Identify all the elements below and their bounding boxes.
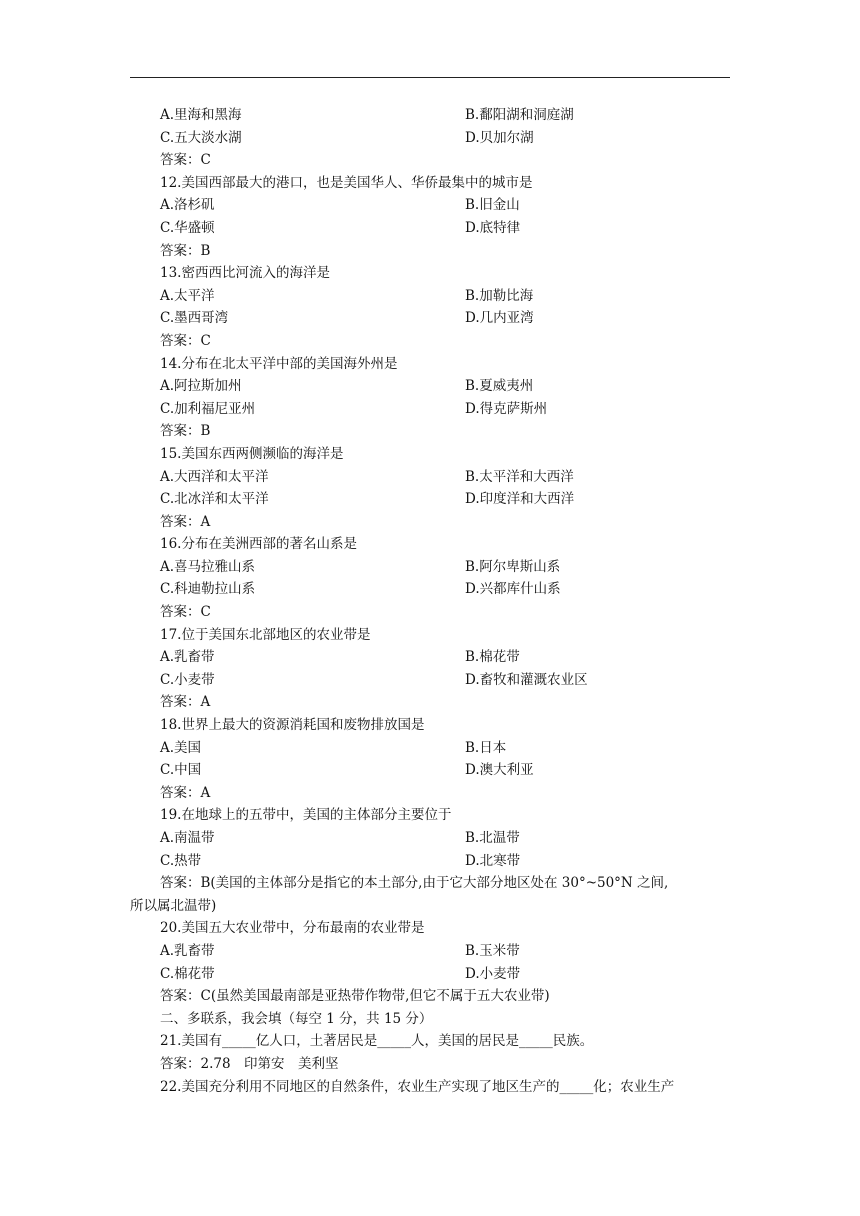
header-rule [130, 77, 730, 78]
option-left: A.乳畜带 [160, 942, 215, 959]
option-left: A.乳畜带 [160, 649, 215, 666]
option-left: A.太平洋 [160, 287, 215, 304]
option-left: A.阿拉斯加州 [160, 378, 242, 395]
option-left: A.喜马拉雅山系 [160, 558, 256, 575]
text-line: 答案：C [160, 152, 211, 169]
text-line: 答案：C(虽然美国最南部是亚热带作物带,但它不属于五大农业带) [160, 988, 550, 1005]
option-right: D.底特律 [465, 219, 521, 236]
option-row [160, 827, 732, 850]
text-line: 答案：C [160, 332, 211, 349]
option-left: C.热带 [160, 852, 202, 869]
text-line: 14.分布在北太平洋中部的美国海外州是 [160, 355, 398, 372]
option-right: D.印度洋和大西洋 [465, 491, 575, 508]
text-line: 答案：A [160, 694, 211, 711]
option-right: D.北寒带 [465, 852, 521, 869]
option-left: A.里海和黑海 [160, 107, 242, 123]
option-row [160, 307, 732, 330]
option-left: C.北冰洋和太平洋 [160, 491, 269, 508]
option-right: B.阿尔卑斯山系 [465, 558, 561, 575]
text-line: 16.分布在美洲西部的著名山系是 [160, 536, 357, 553]
text-line: 答案：2.78 印第安 美利坚 [160, 1055, 339, 1072]
option-row [160, 940, 732, 963]
option-left: C.墨西哥湾 [160, 310, 229, 327]
option-left: A.美国 [160, 739, 202, 756]
text-line: 答案：B [160, 423, 211, 440]
option-row [160, 759, 732, 782]
option-left: C.小麦带 [160, 671, 215, 688]
text-line: 12.美国西部最大的港口，也是美国华人、华侨最集中的城市是 [160, 174, 533, 191]
text-line: 19.在地球上的五带中，美国的主体部分主要位于 [160, 807, 452, 824]
option-right: D.几内亚湾 [465, 310, 534, 327]
option-right: B.太平洋和大西洋 [465, 468, 574, 485]
option-row [160, 127, 732, 150]
option-right: D.畜牧和灌溉农业区 [465, 671, 588, 688]
text-line: 答案：C [160, 604, 211, 621]
text-line: 17.位于美国东北部地区的农业带是 [160, 626, 371, 643]
option-right: B.旧金山 [465, 197, 520, 214]
option-right: D.得克萨斯州 [465, 400, 548, 417]
option-left: A.南温带 [160, 830, 215, 846]
option-left: A.洛杉矶 [160, 197, 215, 214]
option-row [160, 669, 732, 692]
text-line: 21.美国有_____亿人口，土著居民是_____人，美国的居民是_____民族。 [160, 1033, 594, 1050]
option-left: C.棉花带 [160, 965, 215, 982]
option-row [160, 963, 732, 986]
text-line: 20.美国五大农业带中，分布最南的农业带是 [160, 920, 425, 937]
option-left: C.五大淡水湖 [160, 129, 242, 146]
text-line: 15.美国东西两侧濒临的海洋是 [160, 445, 344, 462]
option-right: B.北温带 [465, 830, 520, 846]
option-left: A.大西洋和太平洋 [160, 468, 269, 485]
option-left: C.华盛顿 [160, 219, 215, 236]
option-row [160, 104, 732, 127]
option-row [160, 194, 732, 217]
option-row [160, 398, 732, 421]
option-row [160, 646, 732, 669]
text-line: 答案：B [160, 242, 211, 259]
option-right: B.棉花带 [465, 649, 520, 666]
option-row [160, 488, 732, 511]
option-row [160, 578, 732, 601]
text-line: 答案：A [160, 513, 211, 530]
text-line: 18.世界上最大的资源消耗国和废物排放国是 [160, 717, 425, 734]
option-row [160, 285, 732, 308]
option-right: B.日本 [465, 739, 507, 756]
text-line: 答案：A [160, 784, 211, 801]
option-left: C.加利福尼亚州 [160, 400, 256, 417]
option-row [160, 737, 732, 760]
option-row [160, 466, 732, 489]
text-line: 二、多联系，我会填（每空 1 分，共 15 分） [160, 1010, 433, 1027]
text-line: 答案：B(美国的主体部分是指它的本土部分,由于它大部分地区处在 30°~50°N 之间, [160, 875, 669, 892]
option-right: B.夏威夷州 [465, 378, 534, 395]
document-body [130, 104, 732, 1098]
option-row [160, 217, 732, 240]
option-right: B.加勒比海 [465, 287, 534, 304]
text-line: 13.密西西比河流入的海洋是 [160, 265, 330, 282]
text-line: 22.美国充分利用不同地区的自然条件，农业生产实现了地区生产的_____化；农业生产 [160, 1078, 675, 1095]
option-right: D.兴都库什山系 [465, 581, 561, 598]
option-row [160, 375, 732, 398]
option-right: D.澳大利亚 [465, 762, 534, 779]
option-right: B.鄱阳湖和洞庭湖 [465, 107, 574, 123]
option-left: C.中国 [160, 762, 202, 779]
option-row [160, 556, 732, 579]
option-right: D.贝加尔湖 [465, 129, 534, 146]
option-right: D.小麦带 [465, 965, 521, 982]
option-right: B.玉米带 [465, 942, 520, 959]
option-left: C.科迪勒拉山系 [160, 581, 256, 598]
continuation-line: 所以属北温带) [130, 897, 217, 914]
option-row [160, 850, 732, 873]
